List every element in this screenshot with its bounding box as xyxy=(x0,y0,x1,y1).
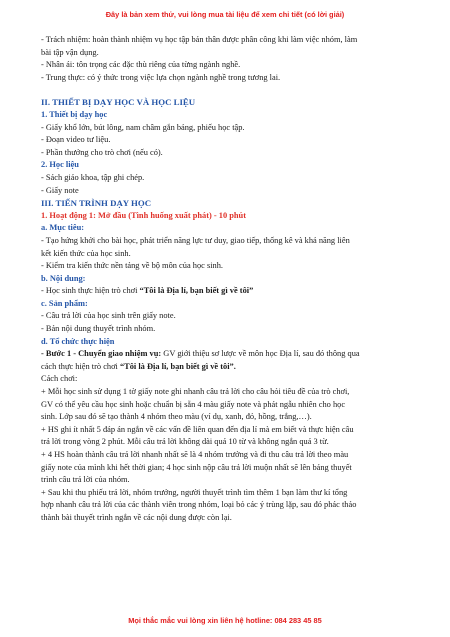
section-heading-process: III. TIẾN TRÌNH DẠY HỌC xyxy=(41,198,152,209)
intro-line: - Nhân ái: tôn trọng các đặc thù riêng của từng ngành nghề. xyxy=(41,60,241,70)
procedure-line: hợp nhanh câu trả lời của các thành viên trong nhóm, loại bỏ các ý trùng lặp, sau đó phác thảo xyxy=(41,500,357,510)
procedure-line: + Mỗi học sinh sử dụng 1 tờ giấy note ghi nhanh câu trả lời cho câu hỏi tiêu đề của trò chơi, xyxy=(41,387,350,397)
subheading-learning-materials: 2. Học liệu xyxy=(41,160,79,170)
procedure-line: cách thực hiện trò chơi “Tôi là Địa lí, bạn biết gì về tôi”. xyxy=(41,361,236,371)
procedure-line: - Bước 1 - Chuyển giao nhiệm vụ: GV giới thiệu sơ lược về môn học Địa lí, sau đó thông qua xyxy=(41,349,360,359)
intro-line: - Trách nhiệm: hoàn thành nhiệm vụ học tập bản thân được phân công khi làm việc nhóm, làm xyxy=(41,35,358,44)
procedure-line: GV có thể yêu cầu học sinh hoặc chuẩn bị sẵn 4 màu giấy note và phát ngẫu nhiên cho học xyxy=(41,399,346,409)
equipment-line: - Phần thưởng cho trò chơi (nếu có). xyxy=(41,147,163,157)
intro-line: - Trung thực: có ý thức trong việc lựa chọn ngành nghề trong tương lai. xyxy=(41,72,281,82)
objective-line: - Tạo hứng khởi cho bài học, phát triển năng lực tư duy, giao tiếp, thống kê và khả năng liên xyxy=(41,235,350,245)
activity-heading: 1. Hoạt động 1: Mở đầu (Tình huống xuất phát) - 10 phút xyxy=(41,210,246,220)
objective-heading: a. Mục tiêu: xyxy=(41,223,85,233)
equipment-line: - Đoạn video tư liệu. xyxy=(41,135,111,145)
subheading-teaching-equipment: 1. Thiết bị dạy học xyxy=(41,109,108,119)
procedure-line: trả lời trong vòng 2 phút. Mỗi câu trả lời không dài quá 10 từ và không ngắn quá 3 từ. xyxy=(41,437,329,447)
materials-line: - Sách giáo khoa, tập ghi chép. xyxy=(41,172,145,182)
procedure-line: giấy note của mình khi hết thời gian; 4 học sinh nộp câu trả lời muộn nhất sẽ lên bảng thuyết xyxy=(41,462,352,472)
procedure-line: trình câu trả lời của nhóm. xyxy=(41,475,130,485)
hotline-banner: Mọi thắc mắc vui lòng xin liên hệ hotline: 084 283 45 85 xyxy=(128,616,322,625)
equipment-line: - Giấy khổ lớn, bút lông, nam châm gắn bảng, phiếu học tập. xyxy=(41,122,245,132)
procedure-line: + HS ghi ít nhất 5 đáp án ngắn về các vấn đề liên quan đến địa lí mà em biết và thực hiện câu xyxy=(41,424,354,434)
procedure-line: Cách chơi: xyxy=(41,374,78,384)
preview-notice-banner: Đây là bản xem thử, vui lòng mua tài liệu để xem chi tiết (có lời giải) xyxy=(105,10,345,19)
procedure-line: sinh. Lớp sau đó sẽ tạo thành 4 nhóm theo màu (ví dụ, xanh, đỏ, hồng, trắng,…). xyxy=(41,412,312,422)
objective-line: - Kiểm tra kiến thức nền tảng về bộ môn của học sinh. xyxy=(41,261,223,271)
product-heading: c. Sản phẩm: xyxy=(41,298,88,308)
materials-line: - Giấy note xyxy=(41,185,79,195)
organization-heading: d. Tổ chức thực hiện xyxy=(41,336,115,346)
section-heading-equipment: II. THIẾT BỊ DẠY HỌC VÀ HỌC LIỆU xyxy=(41,97,196,108)
procedure-line: + 4 HS hoàn thành câu trả lời nhanh nhất sẽ là 4 nhóm trưởng và đi thu câu trả lời theo màu xyxy=(41,450,349,459)
product-line: - Bản nội dung thuyết trình nhóm. xyxy=(41,324,156,334)
intro-line: bài tập vận dụng. xyxy=(41,47,99,57)
content-heading: b. Nội dung: xyxy=(41,273,86,283)
content-line: - Học sinh thực hiện trò chơi “Tôi là Địa lí, bạn biết gì về tôi” xyxy=(41,286,254,296)
product-line: - Câu trả lời của học sinh trên giấy note. xyxy=(41,311,176,321)
procedure-line: thành bài thuyết trình ngắn về các nội dung được còn lại. xyxy=(41,512,232,522)
objective-line: kết kiến thức của học sinh. xyxy=(41,248,131,258)
procedure-line: + Sau khi thu phiếu trả lời, nhóm trưởng, người thuyết trình tìm thêm 1 bạn làm thư kí tổng xyxy=(41,487,348,497)
document-body xyxy=(41,34,415,525)
